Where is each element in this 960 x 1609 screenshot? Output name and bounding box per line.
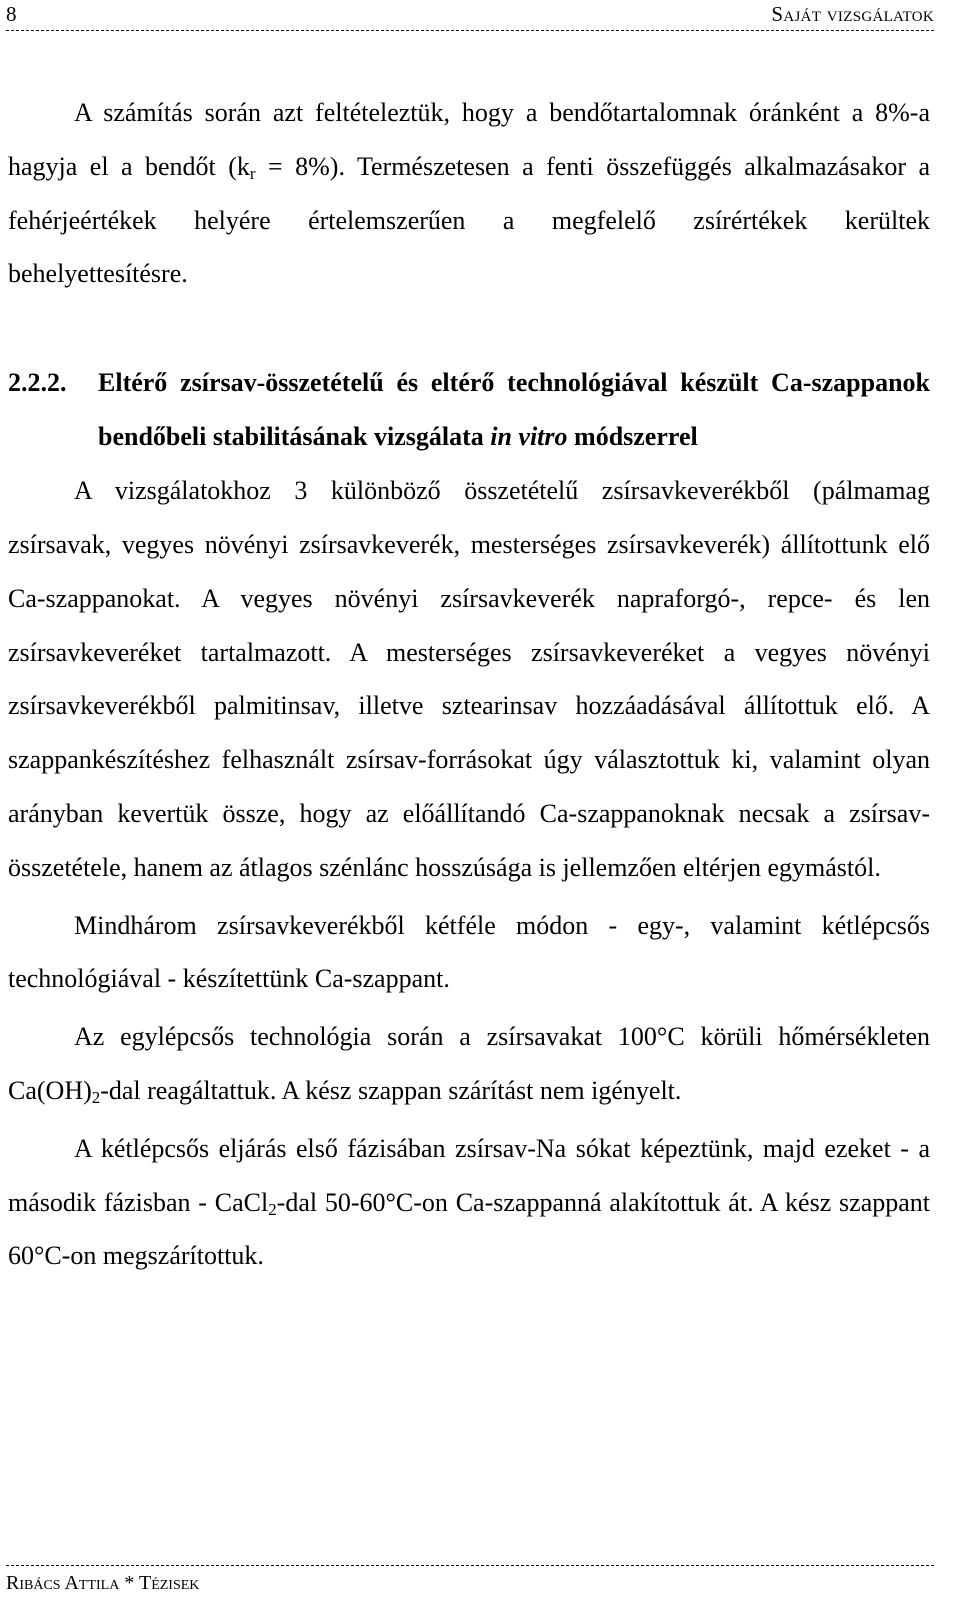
paragraph-text: Az egylépcsős technológia során a zsírsavakat 100°C körüli hőmérsékleten Ca(OH) xyxy=(8,1022,930,1105)
paragraph-technology: Mindhárom zsírsavkeverékből kétféle módon - egy-, valamint kétlépcsős technológiával - készítettünk Ca-szappant. xyxy=(8,910,930,994)
footer-divider xyxy=(6,1565,934,1566)
header-divider xyxy=(6,30,934,31)
page-header xyxy=(6,0,934,34)
paragraph-text: A számítás során azt feltételeztük, hogy a bendőtartalomnak óránként a 8%-a hagyja el a bendőt (k xyxy=(8,98,930,181)
paragraph-intro xyxy=(8,86,930,301)
section-number: 2.2.2. xyxy=(8,368,67,398)
paragraph-one-step xyxy=(8,1010,930,1118)
section-title: Eltérő zsírsav-összetételű és eltérő technológiával készült Ca-szappanok bendőbeli stabilitásának vizsgálata xyxy=(98,368,930,452)
paragraph-text: A kétlépcsős eljárás első fázisában zsírsav-Na sókat képeztünk, majd ezeket - a második fázisban - CaCl xyxy=(8,1133,930,1217)
paragraph-two-step xyxy=(8,1122,930,1283)
subscript-r: r xyxy=(249,164,256,184)
section-title-end: módszerrel xyxy=(567,422,698,452)
subscript-2: 2 xyxy=(268,1199,277,1219)
page-body xyxy=(8,86,930,1283)
section-heading xyxy=(8,356,930,464)
paragraph-text: -dal 50-60°C-on Ca-szappanná alakítottuk át. A kész szappant 60°C-on megszárítottuk. xyxy=(8,1187,930,1271)
paragraph-text: -dal reagáltattuk. A kész szappan szárítást nem igényelt. xyxy=(100,1075,682,1105)
section-title-italic: in vitro xyxy=(490,422,568,452)
paragraph-text: = 8%). Természetesen a fenti összefüggés alkalmazásakor a fehérjeértékek helyére értelemszerűen a megfelelő zsírértékek kerültek behelyettesítésre. xyxy=(8,151,930,289)
subscript-2: 2 xyxy=(91,1088,101,1108)
page-footer: Ribács Attila * Tézisek xyxy=(6,1572,200,1594)
spacer xyxy=(8,301,930,356)
paragraph-methods: A vizsgálatokhoz 3 különböző összetételű zsírsavkeverékből (pálmamag zsírsavak, vegyes növényi zsírsavkeverék, mesterséges zsírsavkeverék) állítottunk elő Ca-szappanokat. A vegyes növényi zsírsavkeverék napraforgó-, repce- és len zsírsavkeveréket tartalmazott. A mesterséges zsírsavkeveréket a vegyes növényi zsírsavkeverékből palmitinsav, illetve sztearinsav hozzáadásával állítottuk elő. A szappankészítéshez felhasznált zsírsav-forrásokat úgy választottuk ki, valamint olyan arányban kevertük össze, hogy az előállítandó Ca-szappanoknak necsak a zsírsav-összetétele, hanem az átlagos szénlánc hosszúsága is jellemzően eltérjen egymástól. xyxy=(8,476,930,882)
page-number: 8 xyxy=(6,2,17,26)
running-section-title: Saját vizsgálatok xyxy=(771,2,934,26)
